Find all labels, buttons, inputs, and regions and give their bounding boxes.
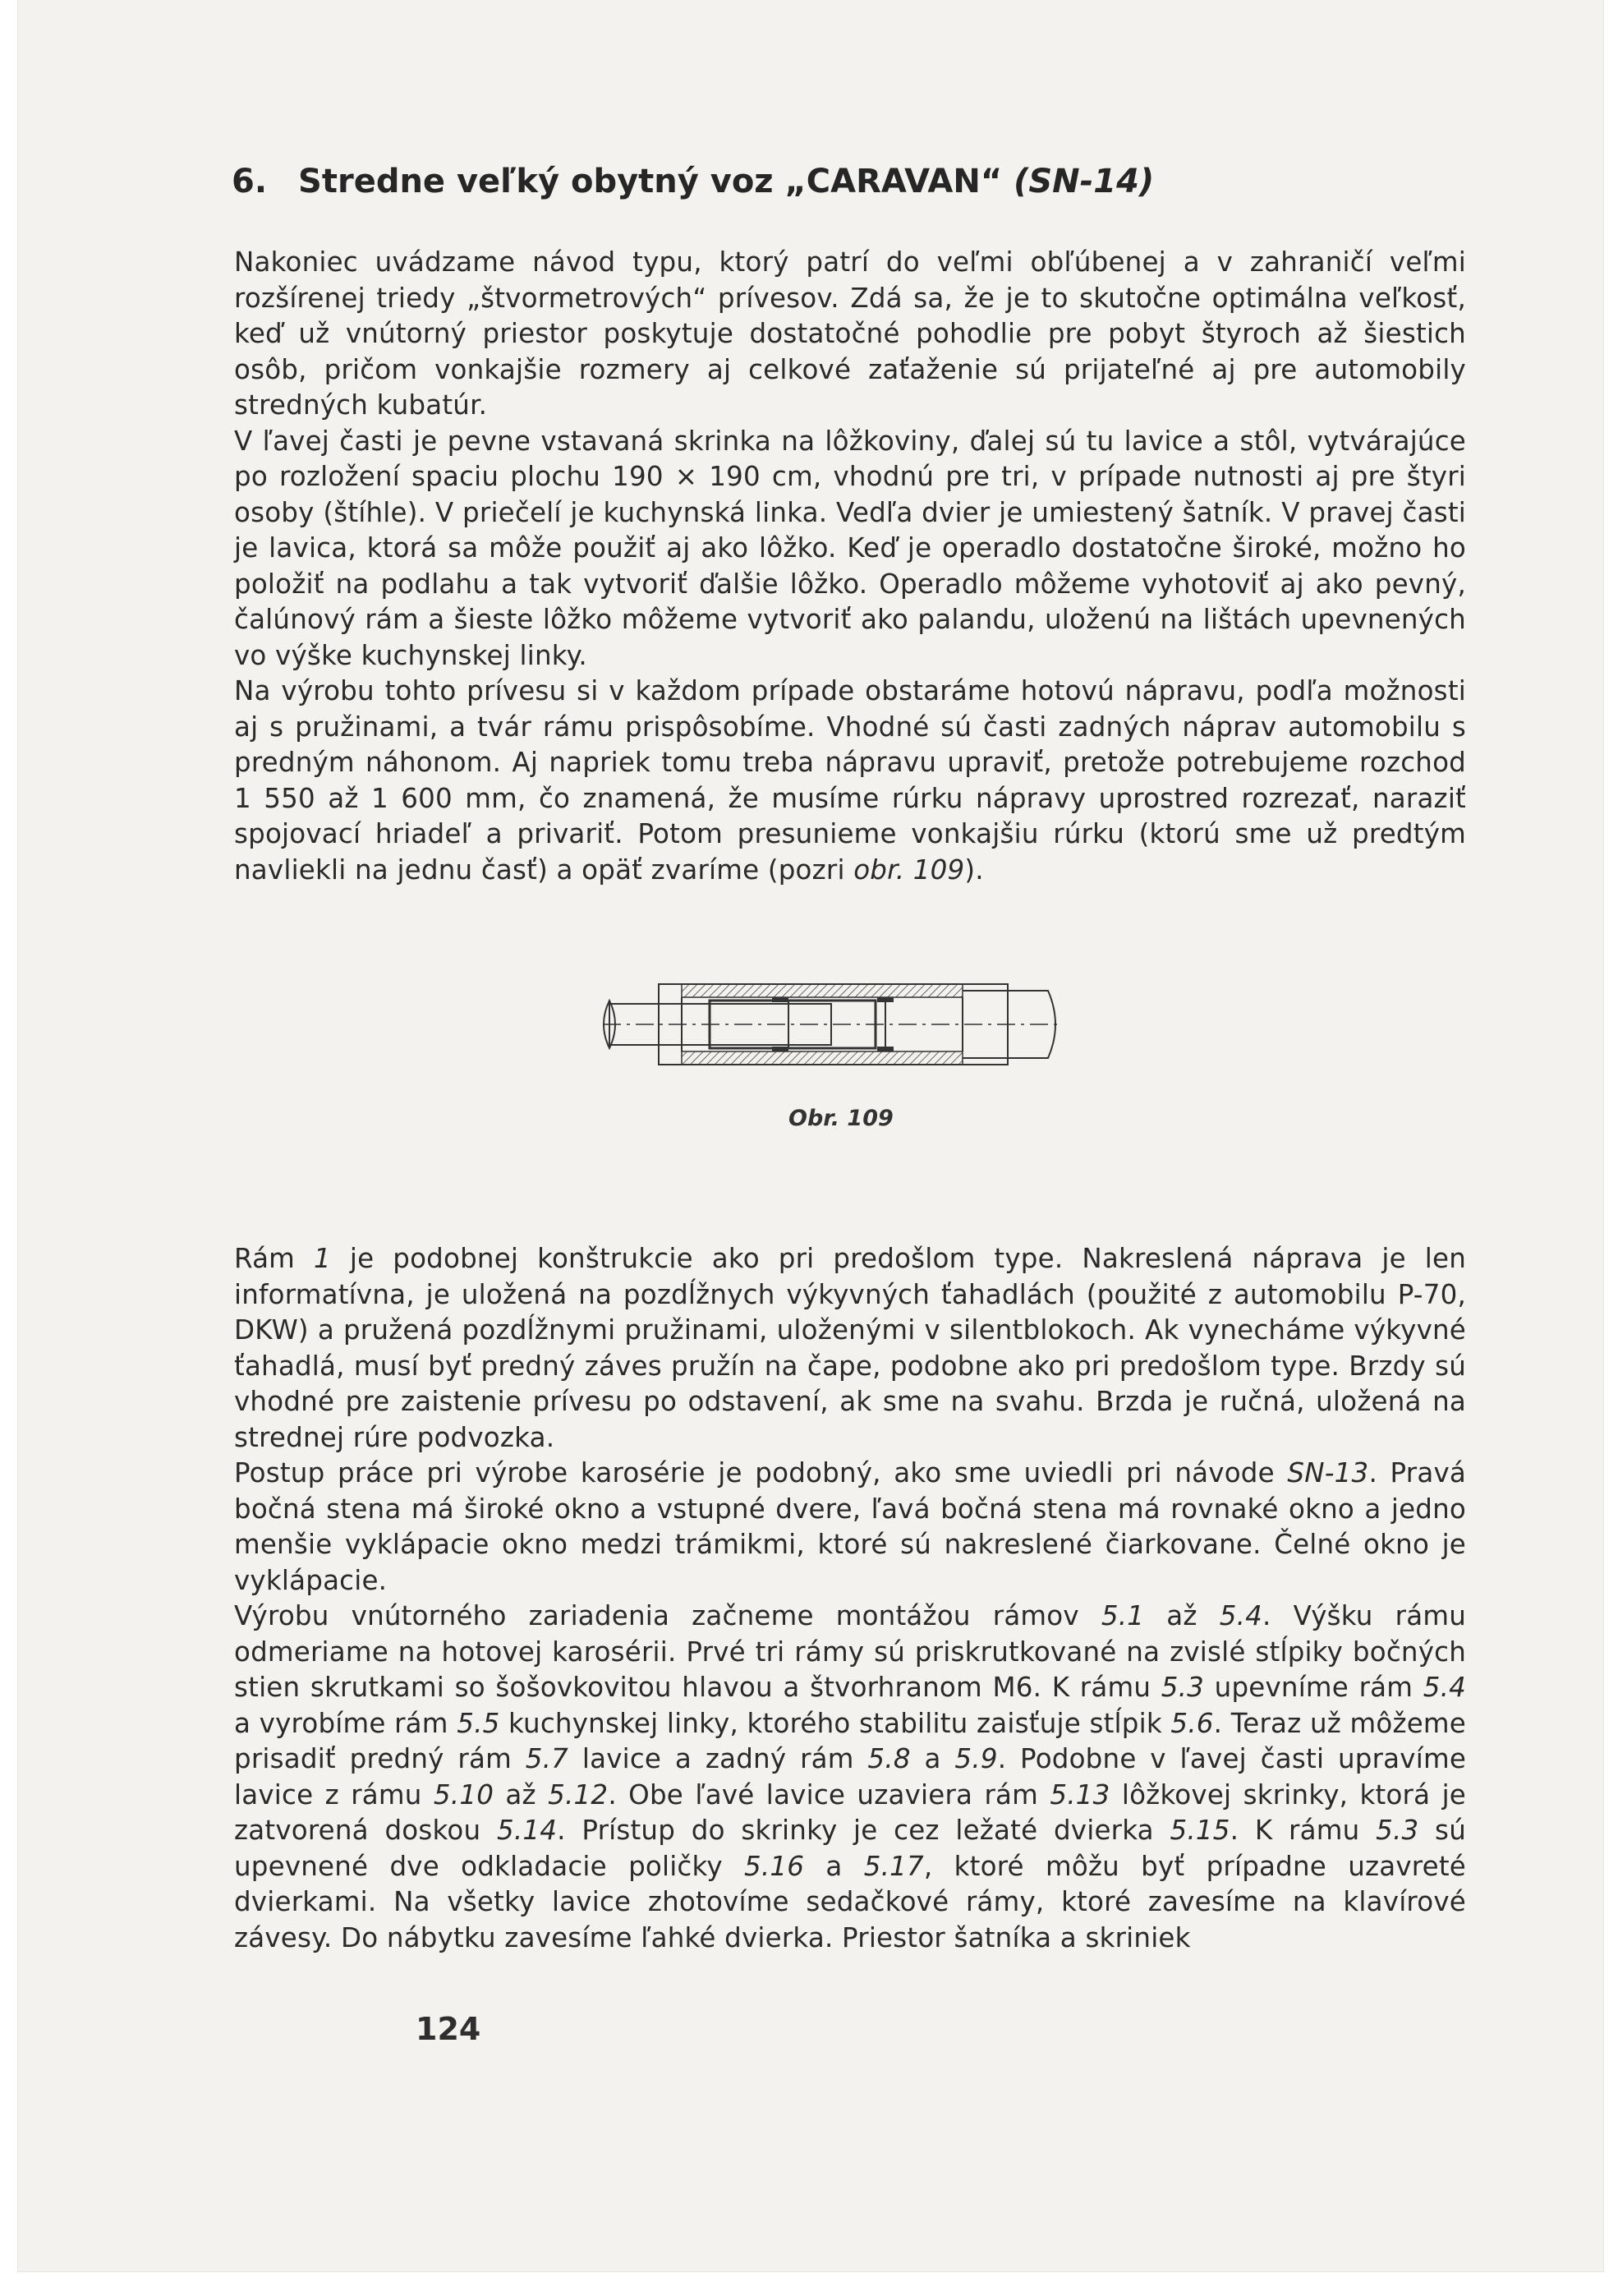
paragraph: Výrobu vnútorného zariadenia začneme montážou rámov 5.1 až 5.4. Výšku rámu odmeriame na hotovej karosérii. Prvé tri rámy sú priskrutkované na zvislé stĺpiky bočných stien skrutkami so šošovkovitou hlavou a štvorhranom M6. K rámu 5.3 upevníme rám 5.4 a vyrobíme rám 5.5 kuchynskej linky, ktorého stabilitu zaisťuje stĺpik 5.6. Teraz už môžeme prisadiť predný rám 5.7 lavice a zadný rám 5.8 a 5.9. Podobne v ľavej časti upravíme lavice z rámu 5.10 až 5.12. Obe ľavé lavice uzaviera rám 5.13 lôžkovej skrinky, ktorá je zatvorená doskou 5.14. Prístup do skrinky je cez ležaté dvierka 5.15. K rámu 5.3 sú upevnené dve odkladacie poličky 5.16 a 5.17, ktoré môžu byť prípadne uzavreté dvierkami. Na všetky lavice zhotovíme sedačkové rámy, ktoré zavesíme na klavírové závesy. Do nábytku zavesíme ľahké dvierka. Priestor šatníka a skriniek	[234, 1600, 1467, 1953]
section-number: 6.	[232, 163, 268, 200]
section-title: Stredne veľký obytný voz „CARAVAN“	[298, 163, 1003, 200]
section-heading	[232, 163, 1464, 200]
page-number: 124	[416, 2011, 481, 2047]
paragraph: Postup práce pri výrobe karosérie je podobný, ako sme uviedli pri návode SN-13. Pravá bočná stena má široké okno a vstupné dvere, ľavá bočná stena má rovnaké okno a jedno menšie vyklápacie okno medzi trámikmi, ktoré sú nakreslené čiarkovane. Čelné okno je vyklápacie.	[234, 1457, 1466, 1596]
paragraph: Nakoniec uvádzame návod typu, ktorý patrí do veľmi obľúbenej a v zahraničí veľmi rozšírenej triedy „štvormetrových“ prívesov. Zdá sa, že je to skutočne optimálna veľkosť, keď už vnútorný priestor poskytuje dostatočné pohodlie pre pobyt štyroch až šiestich osôb, pričom vonkajšie rozmery aj celkové zaťaženie sú prijateľné aj pre automobily stredných kubatúr.	[234, 246, 1466, 421]
paragraph: V ľavej časti je pevne vstavaná skrinka na lôžkoviny, ďalej sú tu lavice a stôl, vytvárajúce po rozložení spaciu plochu 190 × 190 cm, vhodnú pre tri, v prípade nutnosti aj pre štyri osoby (štíhle). V priečelí je kuchynská linka. Vedľa dvier je umiestený šatník. V pravej časti je lavica, ktorá sa môže použiť aj ako lôžko. Keď je operadlo dostatočne široké, možno ho položiť na podlahu a tak vytvoriť ďalšie lôžko. Operadlo môžeme vyhotoviť aj ako pevný, čalúnový rám a šieste lôžko môžeme vytvoriť ako palandu, uloženú na lištách upevnených vo výške kuchynskej linky.	[234, 425, 1466, 671]
body-text-bottom	[234, 1241, 1466, 1956]
body-text-top	[234, 245, 1466, 888]
figure-caption: Obr. 109	[788, 1106, 894, 1131]
paragraph: Na výrobu tohto prívesu si v každom prípade obstaráme hotovú nápravu, podľa možnosti aj s pružinami, a tvár rámu prispôsobíme. Vhodné sú časti zadných náprav automobilu s predným náhonom. Aj napriek tomu treba nápravu upraviť, pretože potrebujeme rozchod 1 550 až 1 600 mm, čo znamená, že musíme rúrku nápravy uprostred rozrezať, naraziť spojovací hriadeľ a privariť. Potom presunieme vonkajšiu rúrku (ktorú sme už predtým navliekli na jednu časť) a opäť zvaríme (pozri obr. 109).	[234, 675, 1466, 886]
figure-reference: obr. 109	[853, 854, 965, 886]
axle-drawing	[598, 969, 1063, 1080]
model-code: (SN-14)	[1014, 163, 1155, 200]
paragraph: Rám 1 je podobnej konštrukcie ako pri predošlom type. Nakreslená náprava je len informatívna, je uložená na pozdĺžnych výkyvných ťahadlách (použité z automobilu P-70, DKW) a pružená pozdĺžnymi pružinami, uloženými v silentblokoch. Ak vynecháme výkyvné ťahadlá, musí byť predný záves pružín na čape, podobne ako pri predošlom type. Brzdy sú vhodné pre zaistenie prívesu po odstavení, ak sme na svahu. Brzda je ručná, uložená na strednej rúre podvozka.	[234, 1243, 1467, 1453]
